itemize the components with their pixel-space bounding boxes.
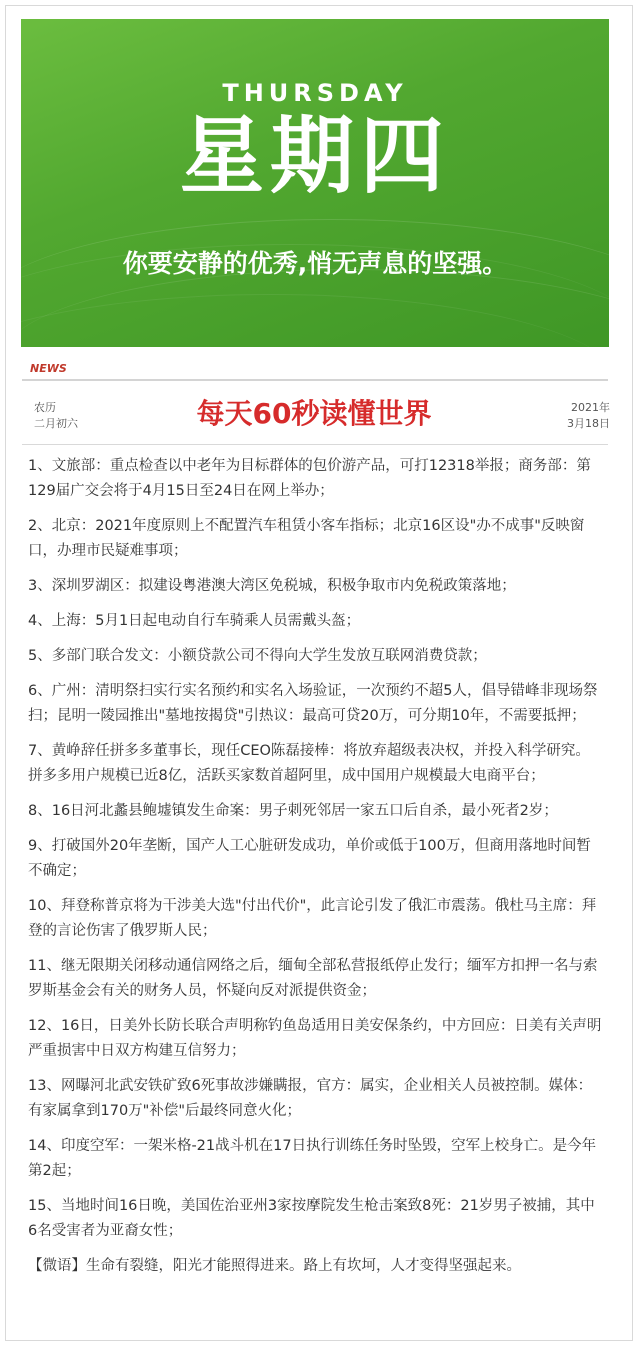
news-item: 3、深圳罗湖区：拟建设粤港澳大湾区免税城，积极争取市内免税政策落地； (28, 578, 516, 594)
thursday-banner (21, 19, 609, 347)
news-item: 8、16日河北蠡县鲍墟镇发生命案：男子刺死邻居一家五口后自杀，最小死者2岁； (28, 803, 558, 819)
news-item: 1、文旅部：重点检查以中老年为目标群体的包价游产品，可打12318举报；商务部：第129届广交会将于4月15日至24日在网上举办； (28, 458, 591, 499)
news-item: 2、北京：2021年度原则上不配置汽车租赁小客车指标；北京16区设"办不成事"反映窗口，办理市民疑难事项； (28, 518, 585, 559)
date-day: 3月18日 (567, 417, 610, 430)
footer-quote: 【微语】生命有裂缝，阳光才能照得进来。路上有坎坷，人才变得坚强起来。 (28, 1258, 521, 1274)
news-item: 12、16日，日美外长防长联合声明称钓鱼岛适用日美安保条约，中方回应：日美有关声明严重损害中日双方构建互信努力； (28, 1018, 602, 1059)
banner-slogan: 你要安静的优秀,悄无声息的坚强。 (122, 249, 508, 278)
date-block (567, 400, 610, 432)
news-item: 7、黄峥辞任拼多多董事长，现任CEO陈磊接棒：将放弃超级表决权，并投入科学研究。拼多多用户规模已近8亿，活跃买家数首超阿里，成中国用户规模最大电商平台； (28, 743, 590, 784)
news-item: 11、继无限期关闭移动通信网络之后，缅甸全部私营报纸停止发行；缅军方扣押一名与索罗斯基金会有关的财务人员，怀疑向反对派提供资金； (28, 958, 598, 999)
page-title: 每天60秒读懂世界 (196, 397, 432, 430)
news-item: 15、当地时间16日晚，美国佐治亚州3家按摩院发生枪击案致8死：21岁男子被捕，其中6名受害者为亚裔女性； (28, 1198, 595, 1239)
header-divider-top (22, 379, 608, 381)
news-item: 14、印度空军：一架米格-21战斗机在17日执行训练任务时坠毁，空军上校身亡。是今年第2起； (28, 1138, 597, 1179)
news-item: 6、广州：清明祭扫实行实名预约和实名入场验证，一次预约不超5人，倡导错峰非现场祭扫；昆明一陵园推出"墓地按揭贷"引热议：最高可贷20万，可分期10年，不需要抵押； (28, 683, 598, 724)
news-item: 10、拜登称普京将为干涉美大选"付出代价"，此言论引发了俄汇市震荡。俄杜马主席：拜登的言论伤害了俄罗斯人民； (28, 898, 597, 939)
news-item: 9、打破国外20年垄断，国产人工心脏研发成功，单价或低于100万，但商用落地时间暂不确定； (28, 838, 591, 879)
banner-day-english: THURSDAY (222, 79, 408, 107)
date-year: 2021年 (571, 401, 610, 414)
news-item: 5、多部门联合发文：小额贷款公司不得向大学生发放互联网消费贷款； (28, 648, 487, 664)
lunar-label: 农历 (34, 401, 56, 414)
header-divider-bottom (22, 444, 608, 445)
news-list (28, 454, 604, 1294)
news-item: 13、网曝河北武安铁矿致6死事故涉嫌瞒报，官方：属实，企业相关人员被控制。媒体：有家属拿到170万"补偿"后最终同意火化； (28, 1078, 593, 1119)
news-item: 4、上海：5月1日起电动自行车骑乘人员需戴头盔； (28, 613, 361, 629)
banner-day-chinese: 星期四 (179, 107, 450, 205)
lunar-date: 二月初六 (34, 417, 78, 430)
news-label: NEWS (30, 362, 67, 375)
